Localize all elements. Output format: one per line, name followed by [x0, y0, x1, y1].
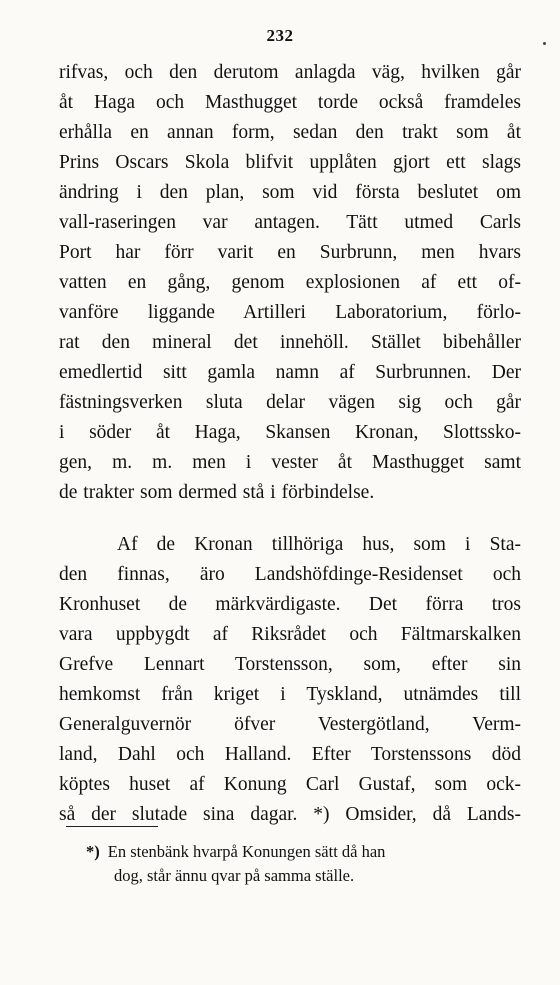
text-line: emedlertid sitt gamla namn af Surbrunnen. Der [59, 362, 521, 383]
text-line: de trakter som dermed stå i förbindelse. [59, 482, 375, 503]
footnote [86, 840, 516, 888]
paragraph-gap [59, 508, 521, 530]
text-line: vara uppbygdt af Riksrådet och Fältmarskalken [59, 624, 521, 645]
text-line: gen, m. m. men i vester åt Masthugget samt [59, 452, 521, 473]
text-line: Af de Kronan tillhöriga hus, som i Sta- [117, 534, 521, 555]
text-line: åt Haga och Masthugget torde också framdeles [59, 92, 521, 113]
text-line: i söder åt Haga, Skansen Kronan, Slottssko- [59, 422, 521, 443]
text-line: så der slutade sina dagar. *) Omsider, då Lands- [59, 804, 521, 825]
text-line: rifvas, och den derutom anlagda väg, hvilken går [59, 62, 521, 83]
footnote-divider [66, 826, 158, 827]
text-line: fästningsverken sluta delar vägen sig och går [59, 392, 521, 413]
text-line: köptes huset af Konung Carl Gustaf, som ock- [59, 774, 521, 795]
footnote-marker: *) [86, 842, 100, 861]
text-line: land, Dahl och Halland. Efter Torstenssons död [59, 744, 521, 765]
footnote-line: dog, står ännu qvar på samma ställe. [114, 866, 355, 885]
text-line: vatten en gång, genom explosionen af ett of- [59, 272, 521, 293]
paragraph-1 [59, 58, 521, 508]
text-line: Kronhuset de märkvärdigaste. Det förra tros [59, 594, 521, 615]
paragraph-2 [59, 530, 521, 830]
body-text [59, 58, 521, 830]
text-line: rat den mineral det innehöll. Stället bibehåller [59, 332, 521, 353]
text-line: vall-raseringen var antagen. Tätt utmed Carls [59, 212, 521, 233]
text-line: Prins Oscars Skola blifvit upplåten gjort ett slags [59, 152, 521, 173]
footnote-line [86, 840, 516, 864]
text-line: ändring i den plan, som vid första beslutet om [59, 182, 521, 203]
text-line: Port har förr varit en Surbrunn, men hvars [59, 242, 521, 263]
text-line: den finnas, äro Landshöfdinge-Residenset och [59, 564, 521, 585]
text-line: Grefve Lennart Torstensson, som, efter sin [59, 654, 521, 675]
text-line: hemkomst från kriget i Tyskland, utnämdes till [59, 684, 521, 705]
footnote-text: En stenbänk hvarpå Konungen sätt då han [107, 842, 386, 861]
text-line: vanföre liggande Artilleri Laboratorium, förlo- [59, 302, 521, 323]
text-line: erhålla en annan form, sedan den trakt som åt [59, 122, 521, 143]
page-number: 232 [266, 26, 294, 45]
text-line: Generalguvernör öfver Vestergötland, Verm- [59, 714, 521, 735]
